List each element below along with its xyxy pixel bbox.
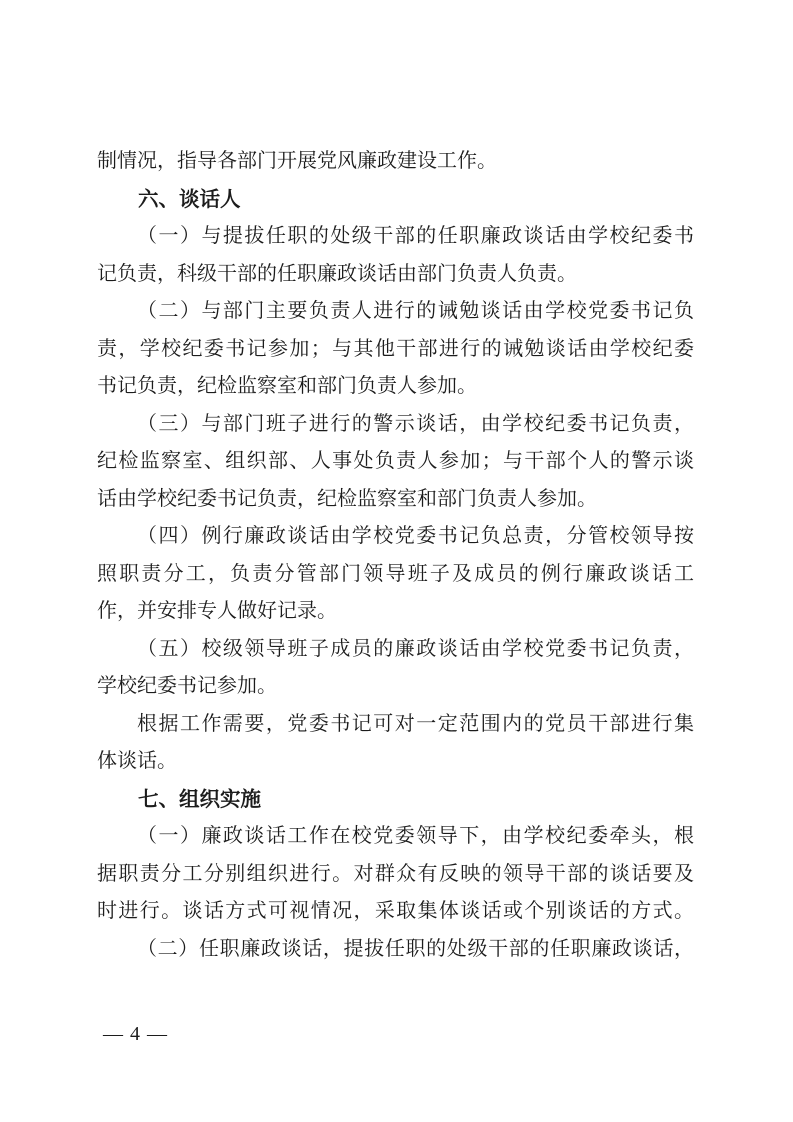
section-heading: 六、谈话人 [138, 187, 241, 211]
paragraph-line: （四）例行廉政谈话由学校党委书记负总责，分管校领导按 [137, 525, 694, 547]
paragraph-line: 照职责分工，负责分管部门领导班子及成员的例行廉政谈话工 [97, 562, 694, 585]
paragraph-line: 书记负责，纪检监察室和部门负责人参加。 [97, 375, 477, 397]
paragraph-line: 据职责分工分别组织进行。对群众有反映的领导干部的谈话要及 [97, 862, 694, 885]
paragraph-line: （二）任职廉政谈话，提拔任职的处级干部的任职廉政谈话， [137, 937, 694, 960]
paragraph-line: 制情况，指导各部门开展党风廉政建设工作。 [97, 150, 497, 172]
paragraph-line: 责，学校纪委书记参加；与其他干部进行的诫勉谈话由学校纪委 [97, 337, 694, 360]
section-heading: 七、组织实施 [138, 787, 261, 811]
paragraph-line: 纪检监察室、组织部、人事处负责人参加；与干部个人的警示谈 [97, 450, 694, 472]
document-body [97, 143, 694, 968]
paragraph-line: 话由学校纪委书记负责，纪检监察室和部门负责人参加。 [97, 487, 597, 510]
paragraph-line: （一）与提拔任职的处级干部的任职廉政谈话由学校纪委书 [137, 225, 694, 247]
paragraph-line: 根据工作需要，党委书记可对一定范围内的党员干部进行集 [137, 712, 694, 735]
paragraph-line: 学校纪委书记参加。 [97, 675, 277, 697]
paragraph-line: （一）廉政谈话工作在校党委领导下，由学校纪委牵头，根 [137, 825, 694, 847]
paragraph-line: （五）校级领导班子成员的廉政谈话由学校党委书记负责， [137, 637, 694, 660]
paragraph-line: 作，并安排专人做好记录。 [97, 600, 337, 622]
page-number: — 4 — [103, 1023, 168, 1045]
paragraph-line: 时进行。谈话方式可视情况，采取集体谈话或个别谈话的方式。 [97, 900, 694, 922]
paragraph-line: 体谈话。 [97, 750, 177, 772]
paragraph-line: 记负责，科级干部的任职廉政谈话由部门负责人负责。 [97, 262, 577, 285]
paragraph-line: （三）与部门班子进行的警示谈话，由学校纪委书记负责， [137, 412, 694, 435]
paragraph-line: （二）与部门主要负责人进行的诫勉谈话由学校党委书记负 [137, 300, 694, 322]
